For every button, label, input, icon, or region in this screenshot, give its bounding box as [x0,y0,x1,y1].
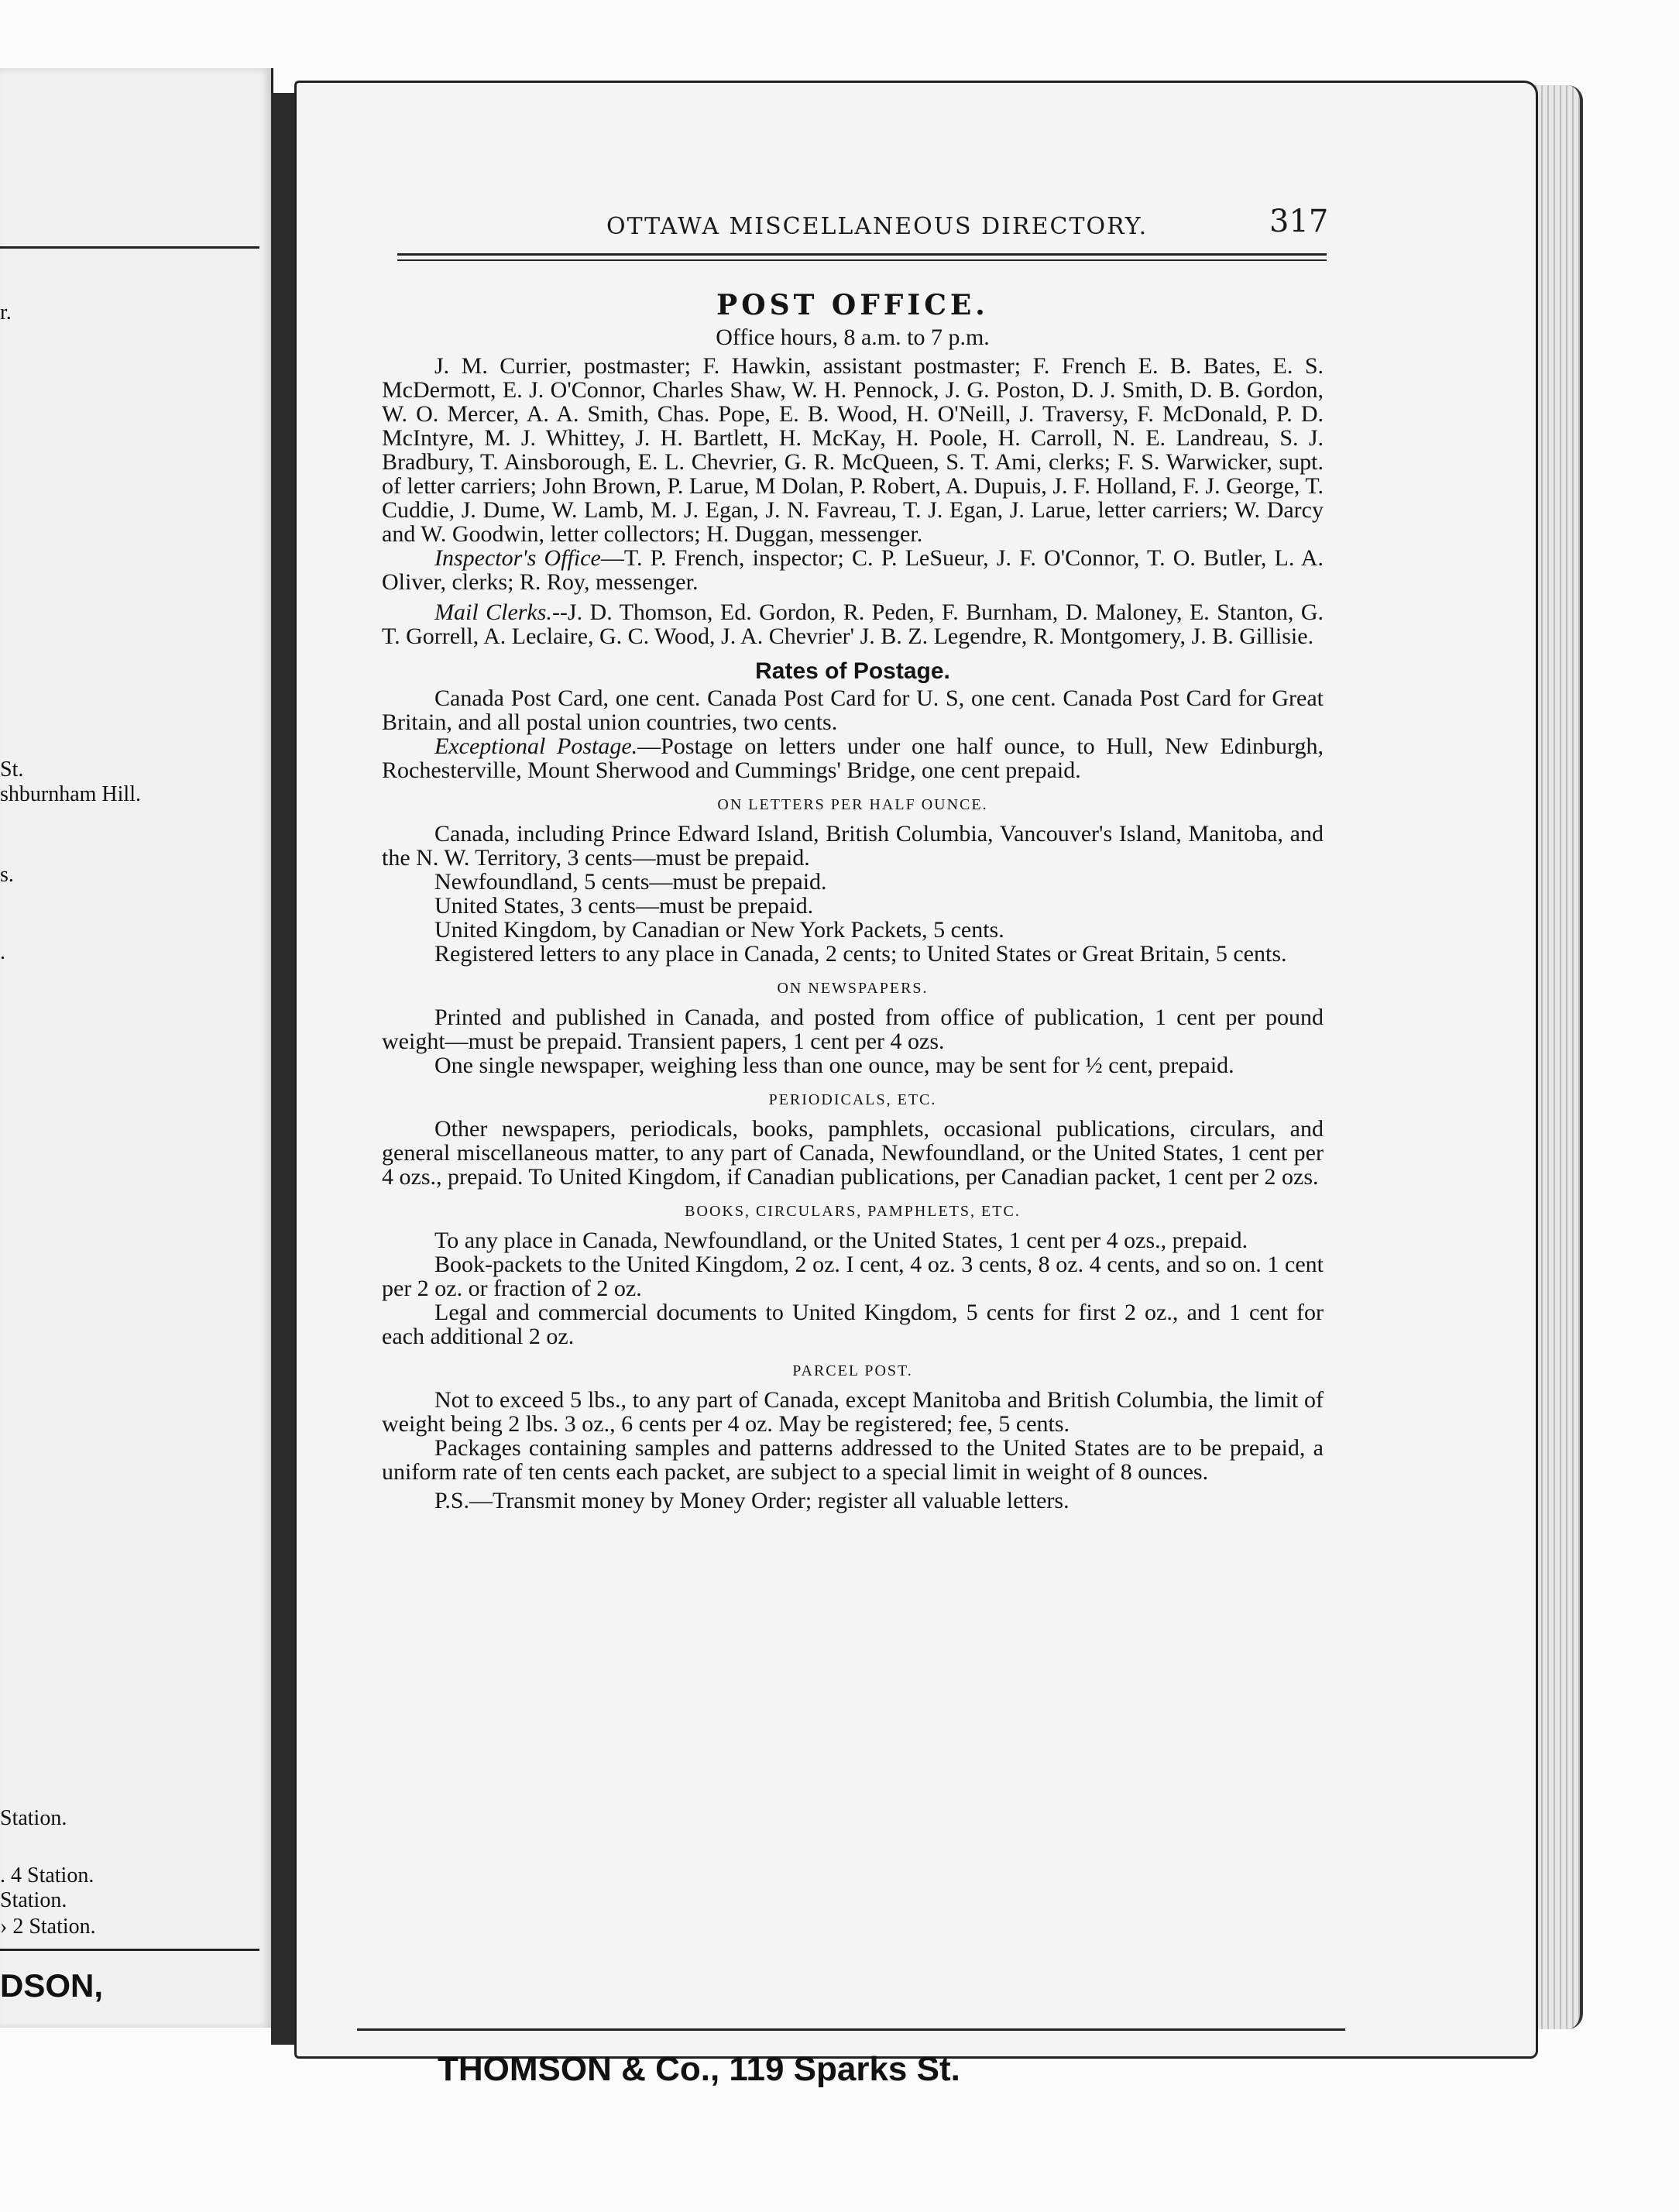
books-item: To any place in Canada, Newfoundland, or the United States, 1 cent per 4 ozs., prepaid. [434,1228,1248,1253]
inspector-text: —T. P. French, inspector; C. P. LeSueur, J. F. O'Connor, T. O. Butler, L. A. Oliver, clerks; R. Roy, messenger. [382,545,1324,595]
left-fragment: r. [0,301,12,325]
books-item: Book-packets to the United Kingdom, 2 oz. I cent, 4 oz. 3 cents, 8 oz. 4 cents, and so on. 1 cent per 2 oz. or fraction of 2 oz. [382,1252,1324,1301]
right-page [294,81,1538,2088]
left-page-rule [0,246,259,249]
section-heading: POST OFFICE. [716,289,989,321]
office-hours: Office hours, 8 a.m. to 7 p.m. [716,325,990,350]
letters-item: United States, 3 cents—must be prepaid. [434,893,814,919]
exceptional-text: —Postage on letters under one half ounce, to Hull, New Edinburgh, Rochesterville, Mount Sherwood and Cummings' Bridge, one cent prepaid. [382,733,1324,783]
newspapers-heading: ON NEWSPAPERS. [777,980,929,997]
left-fragment: St. [0,757,24,781]
letters-heading: ON LETTERS PER HALF OUNCE. [717,796,988,813]
left-fragment: Station. [0,1888,67,1912]
postscript: P.S.—Transmit money by Money Order; register all valuable letters. [434,1488,1070,1513]
mail-clerks-label: Mail Clerks. [434,599,552,625]
post-office-section [382,289,1324,1513]
parcel-item: Not to exceed 5 lbs., to any part of Canada, except Manitoba and British Columbia, the limit of weight being 2 lbs. 3 oz., 6 cents per 4 oz. May be registered; fee, 5 cents. [382,1387,1324,1437]
books-item: Legal and commercial documents to United Kingdom, 5 cents for first 2 oz., and 1 cent for each additional 2 oz. [382,1300,1324,1349]
exceptional-label: Exceptional Postage. [434,733,638,759]
newspapers-item: Printed and published in Canada, and posted from office of publication, 1 cent per pound weight—must be prepaid. Transient papers, 1 cent per 4 ozs. [382,1005,1324,1054]
periodicals-heading: PERIODICALS, ETC. [768,1091,937,1108]
staff-list: J. M. Currier, postmaster; F. Hawkin, assistant postmaster; F. French E. B. Bates, E. S. McDermott, E. J. O'Connor, Charles Shaw, W. H. Pennock, J. G. Poston, D. J. Smith, D. B. Gordon, W. O. Mercer, A. A. Smith, Chas. Pope, E. B. Wood, H. O'Neill, J. Traversy, F. McDonald, P. D. McIntyre, M. J. Whittey, J. H. Bartlett, H. McKay, H. Poole, H. Carroll, N. E. Landreau, S. J. Bradbury, T. Ainsborough, E. L. Chevrier, G. R. McQueen, S. T. Ami, clerks; F. S. Warwicker, supt. of letter carriers; John Brown, P. Larue, M Dolan, P. Robert, A. Dupuis, J. F. Holland, F. J. George, T. Cuddie, J. Dume, W. Lamb, M. J. Egan, J. N. Favreau, T. J. Egan, J. Larue, letter carriers; W. Darcy and W. Goodwin, letter collectors; H. Duggan, messenger. [382,353,1324,547]
mail-clerks [382,600,1324,648]
newspapers-item: One single newspaper, weighing less than one ounce, may be sent for ½ cent, prepaid. [434,1053,1234,1078]
post-cards: Canada Post Card, one cent. Canada Post Card for U. S, one cent. Canada Post Card for Great Britain, and all postal union countries, two cents. [382,685,1324,735]
books-heading: BOOKS, CIRCULARS, PAMPHLETS, ETC. [685,1203,1021,1220]
footer-advertisement: THOMSON & Co., 119 Sparks St. [438,2050,960,2088]
exceptional-postage [382,734,1324,782]
footer-rule [357,2028,1345,2031]
left-fragment: › 2 Station. [0,1915,96,1939]
running-header: OTTAWA MISCELLANEOUS DIRECTORY. [606,213,1149,240]
left-fragment-ad: DSON, [0,1967,104,2004]
left-page-rule [0,1949,259,1951]
inspector-office [382,546,1324,594]
left-fragment: s. [0,863,14,887]
periodicals-item: Other newspapers, periodicals, books, pamphlets, occasional publications, circulars, and general miscellaneous matter, to any part of Canada, Newfoundland, or the United States, 1 cent per 4 ozs., prepaid. To United Kingdom, if Canadian publications, per Canadian packet, 1 cent per 2 ozs. [382,1116,1324,1190]
header-rule [397,259,1327,261]
left-fragment: . [0,940,5,964]
rates-heading: Rates of Postage. [755,658,950,684]
parcel-heading: PARCEL POST. [792,1362,913,1379]
header-rule [397,253,1327,256]
letters-item: Registered letters to any place in Canada, 2 cents; to United States or Great Britain, 5 cents. [434,941,1287,967]
left-page [0,68,273,2028]
letters-item: Canada, including Prince Edward Island, British Columbia, Vancouver's Island, Manitoba, and the N. W. Territory, 3 cents—must be prepaid. [382,821,1324,871]
left-fragment: Station. [0,1806,67,1830]
mail-clerks-text: --J. D. Thomson, Ed. Gordon, R. Peden, F. Burnham, D. Maloney, E. Stanton, G. T. Gorrell, A. Leclaire, G. C. Wood, J. A. Chevrier' J. B. Z. Legendre, R. Montgomery, J. B. Gillisie. [382,599,1324,649]
letters-item: United Kingdom, by Canadian or New York Packets, 5 cents. [434,917,1004,943]
letters-item: Newfoundland, 5 cents—must be prepaid. [434,869,827,895]
parcel-item: Packages containing samples and patterns addressed to the United States are to be prepaid, a uniform rate of ten cents each packet, are subject to a special limit in weight of 8 ounces. [382,1435,1324,1485]
left-fragment: shburnham Hill. [0,782,141,806]
left-fragment: . 4 Station. [0,1863,94,1887]
page-number: 317 [1269,204,1329,239]
inspector-label: Inspector's Office [434,545,601,571]
